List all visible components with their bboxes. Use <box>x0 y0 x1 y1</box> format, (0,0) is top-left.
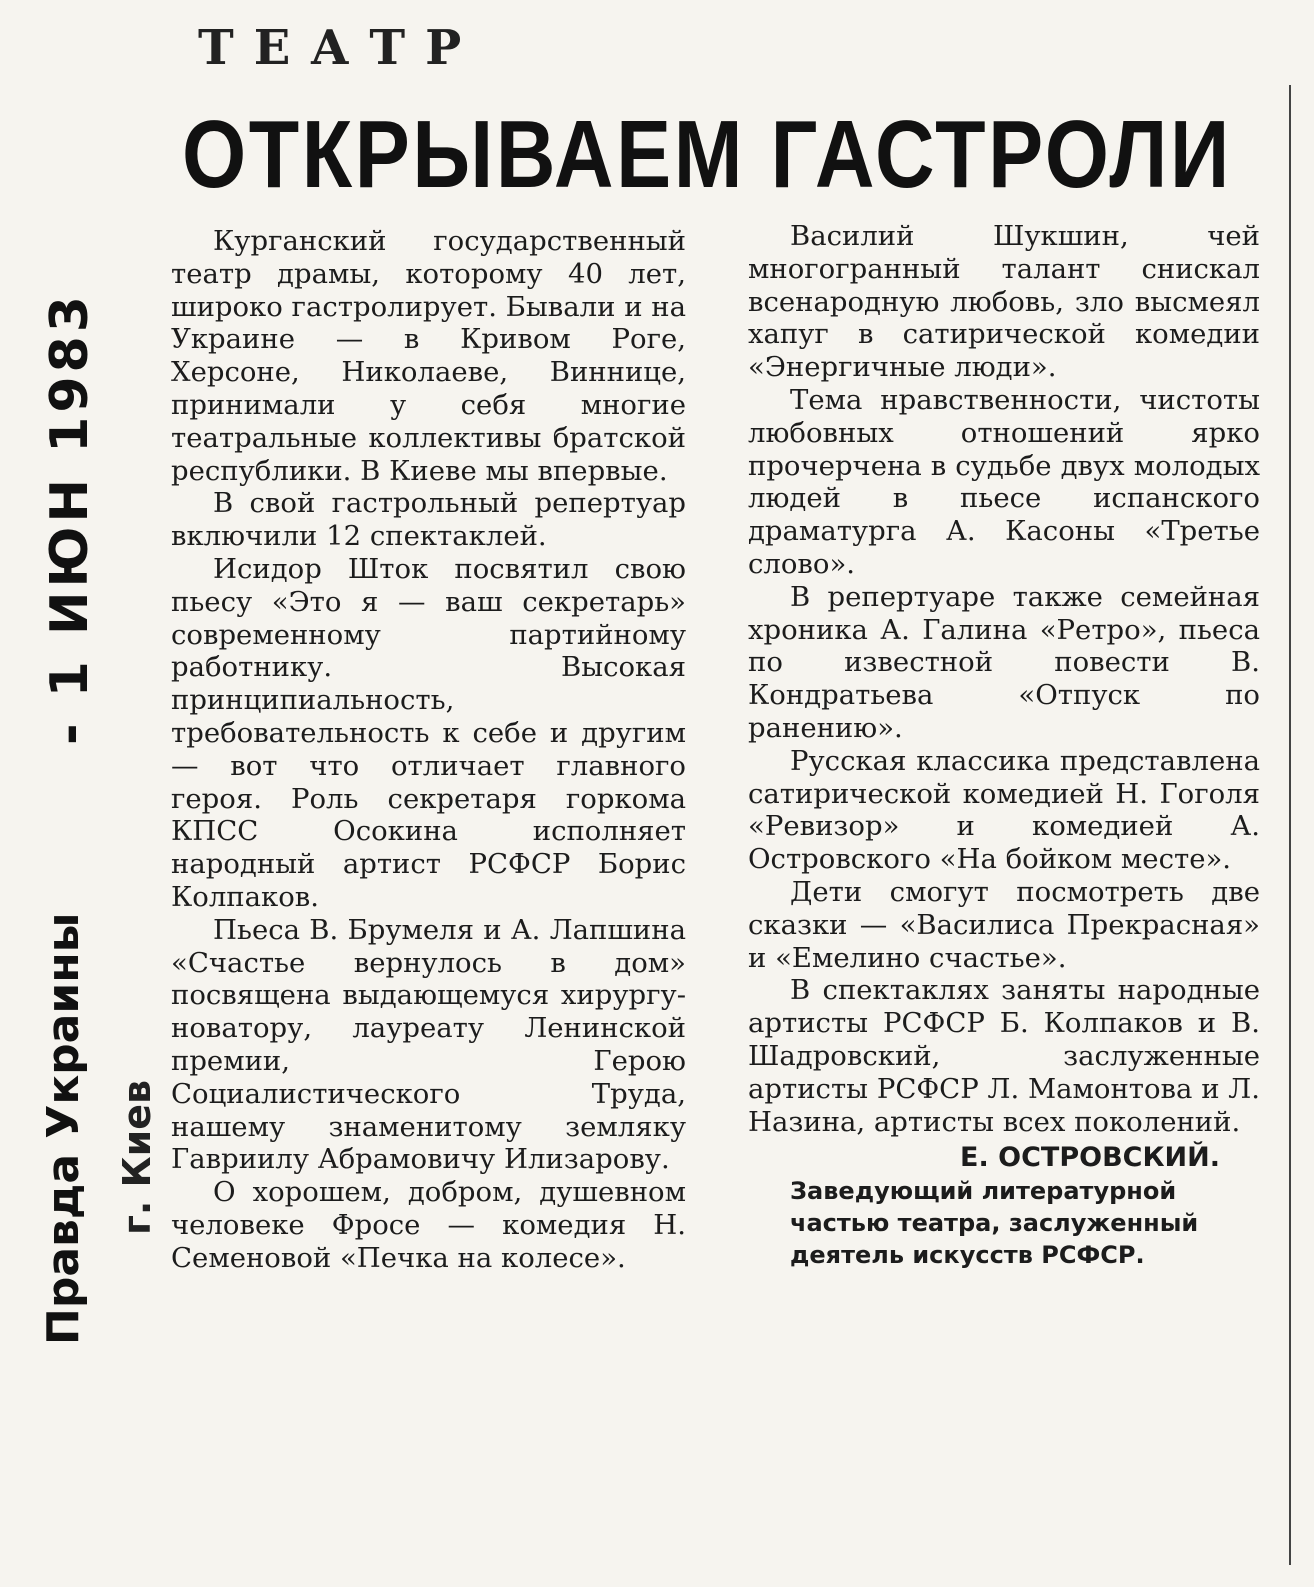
paragraph: В свой гастрольный репертуар включили 12 спектаклей. <box>171 487 686 553</box>
column-rule <box>1289 85 1291 1565</box>
city-stamp: г. Киев <box>115 1079 159 1235</box>
paragraph: Русская классика представлена сатирической комедией Н. Гоголя «Ревизор» и комедией А. Островского «На бойком месте». <box>748 744 1260 876</box>
date-stamp: - 1 ИЮН 1983 <box>40 292 100 745</box>
newspaper-stamp: Правда Украины <box>38 912 89 1345</box>
rubric-heading: ТЕАТР <box>198 20 482 76</box>
paragraph: Тема нравственности, чистоты любовных отношений ярко прочерчена в судьбе двух молодых людей в пьесе испанского драматурга А. Касоны «Третье слово». <box>748 383 1260 580</box>
paragraph: Дети смогут посмотреть две сказки — «Василиса Прекрасная» и «Емелино счастье». <box>748 875 1260 974</box>
paragraph: Исидор Шток посвятил свою пьесу «Это я — ваш секретарь» современному партийному работнику. Высокая принципиальность, требовательность к себе и другим — вот что отличает главного героя. Роль секретаря горкома КПСС Осокина исполняет народный артист РСФСР Борис Колпаков. <box>171 552 686 913</box>
paragraph: В репертуаре также семейная хроника А. Галина «Ретро», пьеса по известной повести В. Кондратьева «Отпуск по ранению». <box>748 580 1260 744</box>
paragraph: Курганский государственный театр драмы, которому 40 лет, широко гастролирует. Бывали и на Украине — в Кривом Роге, Херсоне, Николаеве, Виннице, принимали у себя многие театральные коллективы братской республики. В Киеве мы впервые. <box>171 225 686 487</box>
paragraph: О хорошем, добром, душевном человеке Фросе — комедия Н. Семеновой «Печка на колесе». <box>171 1176 686 1274</box>
paragraph: Василий Шукшин, чей многогранный талант снискал всенародную любовь, зло высмеял хапуг в сатирической комедии «Энергичные люди». <box>748 220 1260 384</box>
paragraph: Пьеса В. Брумеля и А. Лапшина «Счастье вернулось в дом» посвящена выдающемуся хирургу-новатору, лауреату Ленинской премии, Герою Социалистического Труда, нашему знаменитому земляку Гавриилу Абрамовичу Илизарову. <box>171 913 686 1176</box>
paragraph: В спектаклях заняты народные артисты РСФСР Б. Колпаков и В. Шадровский, заслуженные артисты РСФСР Л. Мамонтова и Л. Назина, артисты всех поколений. <box>748 974 1260 1138</box>
author-title: Заведующий литературной частью театра, заслуженный деятель искусств РСФСР. <box>790 1177 1199 1270</box>
article-column-right <box>748 220 1260 1271</box>
author-name: Е. ОСТРОВСКИЙ. <box>960 1142 1220 1174</box>
article-column-left <box>171 225 686 1275</box>
article-headline: ОТКРЫВАЕМ ГАСТРОЛИ <box>182 101 1232 208</box>
